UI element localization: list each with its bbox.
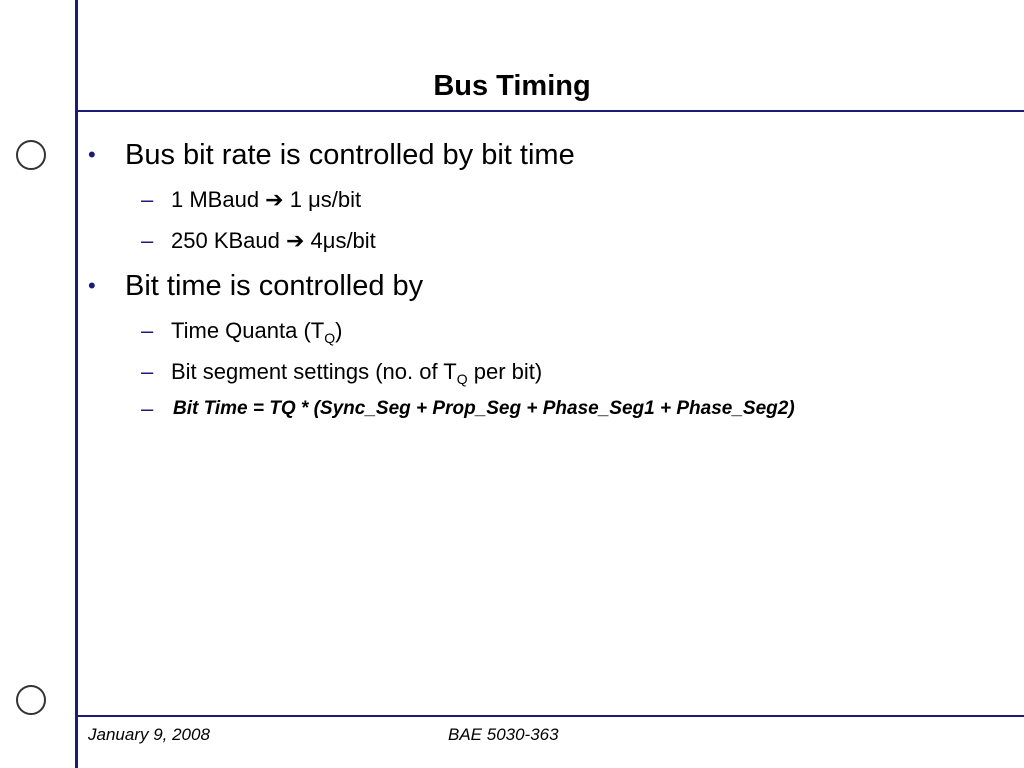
bullet-text: Bit time is controlled by [125,270,424,302]
footer-divider [75,715,1024,717]
text-before: Bit segment settings (no. of T [171,359,457,384]
dash-icon: – [141,318,154,343]
bullet-icon: • [88,142,96,167]
slide-title: Bus Timing [433,70,591,102]
footer-course: BAE 5030-363 [448,725,559,744]
bullet-text: Bus bit rate is controlled by bit time [125,139,575,171]
text-after: per bit) [467,359,543,384]
sub-bullet-text [171,357,542,389]
binder-hole-top-icon [16,140,46,170]
text-before: 250 KBaud [171,228,286,253]
right-arrow-icon: ➔ [265,187,284,212]
sub-bullet-text [171,185,361,215]
subscript: Q [456,371,468,387]
sub-bullet-text [171,316,342,348]
left-vertical-rule [75,0,78,768]
dash-icon: – [141,228,154,253]
bullet-icon: • [88,273,96,298]
dash-icon: – [141,187,154,212]
dash-icon: – [141,359,154,384]
subscript: Q [324,330,336,346]
right-arrow-icon: ➔ [285,228,305,253]
text-after: ) [335,318,343,343]
text-before: Time Quanta (T [171,318,325,343]
text-before: 1 MBaud [171,187,266,212]
binder-hole-bottom-icon [16,685,46,715]
dash-icon: – [141,396,154,421]
bit-time-formula: Bit Time = TQ * (Sync_Seg + Prop_Seg + Phase_Seg1 + Phase_Seg2) [173,398,795,419]
text-after: 4μs/bit [304,228,376,253]
text-after: 1 μs/bit [283,187,362,212]
title-divider [75,110,1024,112]
footer-date: January 9, 2008 [88,725,210,744]
sub-bullet-text [171,226,376,256]
